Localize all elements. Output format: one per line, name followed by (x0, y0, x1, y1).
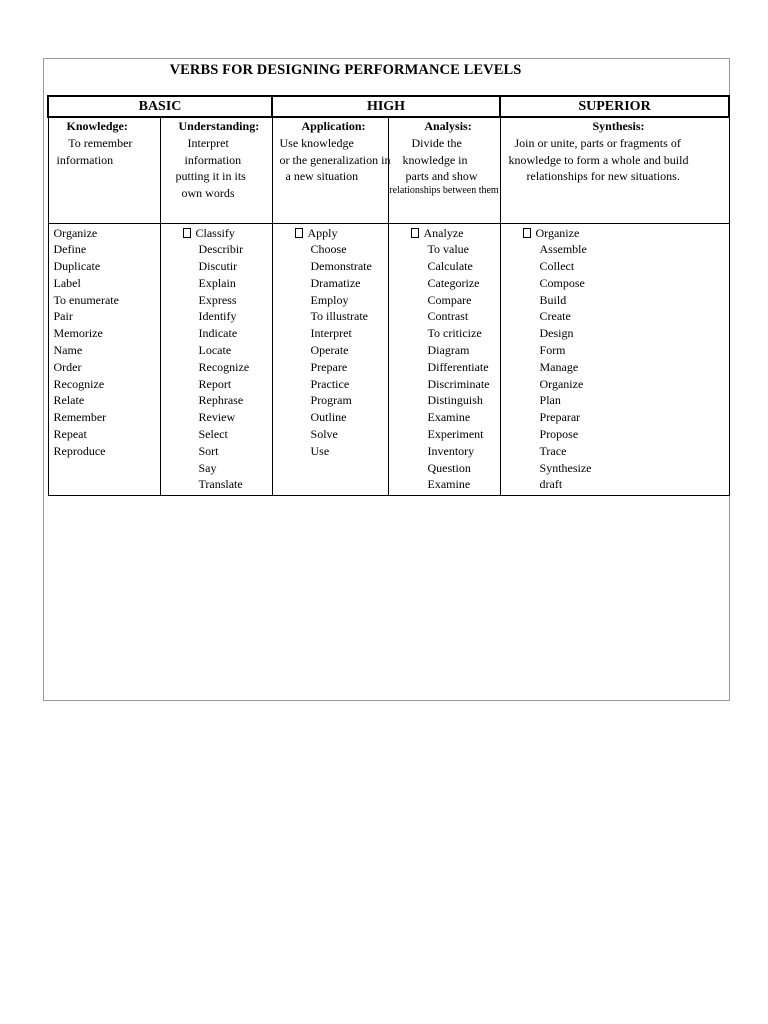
verb-item (273, 258, 388, 275)
verb-text: Interpret (310, 326, 352, 341)
verb-text: Collect (539, 259, 575, 274)
verb-text: Categorize (427, 275, 480, 290)
verb-item (273, 308, 388, 325)
verb-text: Apply (307, 225, 338, 240)
level-high: HIGH (272, 96, 500, 117)
category-description: Join or unite, parts or fragments of knowledge to form a whole and build relationships for new situations. (508, 135, 689, 184)
verb-text: Organize (53, 225, 98, 240)
verb-item (161, 258, 272, 275)
verb-text: Differentiate (427, 359, 489, 374)
verb-item (273, 376, 388, 393)
category-description: Divide the knowledge in parts and show (402, 135, 478, 184)
verb-text: Report (198, 376, 232, 391)
verb-text: Organize (539, 376, 584, 391)
verb-item (389, 308, 500, 325)
verb-text: Say (198, 460, 217, 475)
level-header-row (48, 96, 729, 117)
verb-item (273, 359, 388, 376)
verb-item (161, 460, 272, 477)
verb-text: Plan (539, 393, 561, 408)
verb-text: Experiment (427, 427, 484, 442)
verb-item (49, 409, 160, 426)
verb-item (389, 258, 500, 275)
verb-item (49, 241, 160, 258)
verb-text: Manage (539, 359, 579, 374)
verb-text: Rephrase (198, 393, 244, 408)
verb-item (389, 325, 500, 342)
verbs-synthesis (500, 223, 729, 496)
verb-item (161, 342, 272, 359)
verb-item (389, 225, 500, 242)
verb-item (49, 342, 160, 359)
verb-text: Review (198, 410, 236, 425)
verb-text: Discriminate (427, 376, 490, 391)
verb-item (49, 443, 160, 460)
verb-item (273, 241, 388, 258)
verb-item (49, 292, 160, 309)
category-title: Understanding: (178, 119, 260, 133)
verb-text: Identify (198, 309, 237, 324)
verb-text: Compare (427, 292, 472, 307)
verb-item (161, 476, 272, 493)
verb-item (389, 275, 500, 292)
verb-text: Examine (427, 477, 471, 492)
verb-text: Propose (539, 427, 579, 442)
verb-item (161, 392, 272, 409)
verb-item (501, 409, 729, 426)
verb-text: Trace (539, 443, 567, 458)
verb-text: Express (198, 292, 237, 307)
verb-list (501, 224, 729, 496)
category-title: Knowledge: (66, 119, 128, 133)
verb-text: Build (539, 292, 567, 307)
verb-item (161, 225, 272, 242)
verb-item (273, 225, 388, 242)
verb-item (501, 258, 729, 275)
verb-text: Form (539, 343, 566, 358)
level-basic: BASIC (48, 96, 272, 117)
verb-item (273, 443, 388, 460)
verb-text: Compose (539, 275, 585, 290)
verb-item (389, 476, 500, 493)
verb-item (501, 359, 729, 376)
verb-text: Describir (198, 242, 244, 257)
verb-text: Remember (53, 410, 107, 425)
verb-item (49, 426, 160, 443)
verb-text: Name (53, 343, 83, 358)
verb-text: Explain (198, 275, 236, 290)
verb-item (273, 426, 388, 443)
verb-text: Contrast (427, 309, 469, 324)
verb-list (273, 224, 388, 462)
verb-item (273, 342, 388, 359)
verb-text: Translate (198, 477, 243, 492)
verb-item (501, 392, 729, 409)
verb-item (389, 241, 500, 258)
verb-item (389, 392, 500, 409)
verb-item (389, 359, 500, 376)
verb-text: Operate (310, 343, 349, 358)
checkbox-bullet-icon (411, 228, 419, 238)
verb-item (501, 376, 729, 393)
verb-item (49, 392, 160, 409)
verbs-table (47, 95, 730, 496)
verb-item (161, 409, 272, 426)
verb-text: Diagram (427, 343, 470, 358)
verb-text: To enumerate (53, 292, 119, 307)
verb-item (389, 409, 500, 426)
verb-text: Locate (198, 343, 232, 358)
category-title: Synthesis: (592, 119, 645, 133)
verb-item (49, 308, 160, 325)
verb-text: Outline (310, 410, 347, 425)
category-understanding (160, 117, 272, 223)
verb-text: Memorize (53, 326, 103, 341)
verb-text: Assemble (539, 242, 587, 257)
verb-text: Duplicate (53, 259, 101, 274)
verb-text: Label (53, 275, 81, 290)
verb-item (389, 460, 500, 477)
checkbox-bullet-icon (523, 228, 531, 238)
verb-item (49, 275, 160, 292)
checkbox-bullet-icon (295, 228, 303, 238)
verbs-analysis (388, 223, 500, 496)
category-description: To remember information (56, 135, 133, 167)
verb-item (161, 325, 272, 342)
verb-text: Recognize (198, 359, 250, 374)
verb-text: Synthesize (539, 460, 592, 475)
verb-text: Sort (198, 443, 219, 458)
verb-text: To illustrate (310, 309, 368, 324)
verb-text: Program (310, 393, 352, 408)
verb-list (389, 224, 500, 496)
verb-item (273, 292, 388, 309)
verb-item (49, 376, 160, 393)
verb-text: Indicate (198, 326, 238, 341)
verb-item (389, 292, 500, 309)
verb-text: To criticize (427, 326, 482, 341)
verb-item (389, 426, 500, 443)
verb-item (501, 342, 729, 359)
category-description: Use knowledge or the generalization in a new situation (279, 135, 391, 184)
category-header-row (48, 117, 729, 223)
verb-item (161, 376, 272, 393)
verb-item (501, 308, 729, 325)
verb-text: Practice (310, 376, 350, 391)
verb-item (273, 392, 388, 409)
verb-item (501, 275, 729, 292)
verb-text: Design (539, 326, 574, 341)
verb-text: Pair (53, 309, 73, 324)
verb-text: Choose (310, 242, 347, 257)
verb-text: Prepare (310, 359, 348, 374)
verb-item (49, 359, 160, 376)
category-title: Application: (301, 119, 366, 133)
level-superior: SUPERIOR (500, 96, 729, 117)
verb-text: draft (539, 477, 563, 492)
verb-text: To value (427, 242, 469, 257)
verb-item (49, 258, 160, 275)
verbs-row (48, 223, 729, 496)
category-analysis (388, 117, 500, 223)
verb-text: Use (310, 443, 330, 458)
verb-item (161, 292, 272, 309)
verb-item (501, 241, 729, 258)
verb-text: Examine (427, 410, 471, 425)
category-description-extra: relationships between them (389, 185, 499, 197)
verb-item (501, 325, 729, 342)
category-application (272, 117, 391, 223)
verb-text: Define (53, 242, 87, 257)
verb-item (161, 241, 272, 258)
verb-item (389, 443, 500, 460)
verb-text: Order (53, 359, 82, 374)
verb-text: Question (427, 460, 471, 475)
verb-text: Create (539, 309, 571, 324)
verb-text: Analyze (423, 225, 464, 240)
verb-text: Solve (310, 427, 338, 442)
verb-text: Repeat (53, 427, 87, 442)
verb-item (161, 426, 272, 443)
checkbox-bullet-icon (183, 228, 191, 238)
verb-item (389, 376, 500, 393)
verb-text: Distinguish (427, 393, 483, 408)
category-synthesis (500, 117, 729, 223)
verb-list (49, 224, 160, 462)
verb-item (161, 443, 272, 460)
category-title: Analysis: (424, 119, 472, 133)
verb-item (501, 426, 729, 443)
verb-item (161, 275, 272, 292)
verb-item (501, 225, 729, 242)
verb-text: Discutir (198, 259, 238, 274)
category-description: Interpret information putting it in its own words (175, 135, 246, 201)
verb-text: Recognize (53, 376, 105, 391)
verb-text: Dramatize (310, 275, 361, 290)
verb-text: Relate (53, 393, 85, 408)
verb-list (161, 224, 272, 496)
verb-item (161, 308, 272, 325)
verb-item (49, 325, 160, 342)
verb-item (161, 359, 272, 376)
verb-item (273, 409, 388, 426)
category-knowledge (48, 117, 160, 223)
document-title: VERBS FOR DESIGNING PERFORMANCE LEVELS (169, 62, 522, 78)
verbs-knowledge (48, 223, 160, 496)
verb-item (389, 342, 500, 359)
verb-item (501, 292, 729, 309)
verb-text: Preparar (539, 410, 581, 425)
verb-item (49, 225, 160, 242)
verb-text: Organize (535, 225, 580, 240)
verb-text: Employ (310, 292, 349, 307)
verb-item (273, 325, 388, 342)
verb-text: Select (198, 427, 228, 442)
verbs-understanding (160, 223, 272, 496)
verb-item (501, 443, 729, 460)
verb-text: Demonstrate (310, 259, 372, 274)
verb-text: Reproduce (53, 443, 106, 458)
verbs-application (272, 223, 388, 496)
verb-item (501, 476, 729, 493)
verb-text: Inventory (427, 443, 475, 458)
verb-text: Calculate (427, 259, 473, 274)
verb-item (501, 460, 729, 477)
verb-item (273, 275, 388, 292)
verb-text: Classify (195, 225, 235, 240)
